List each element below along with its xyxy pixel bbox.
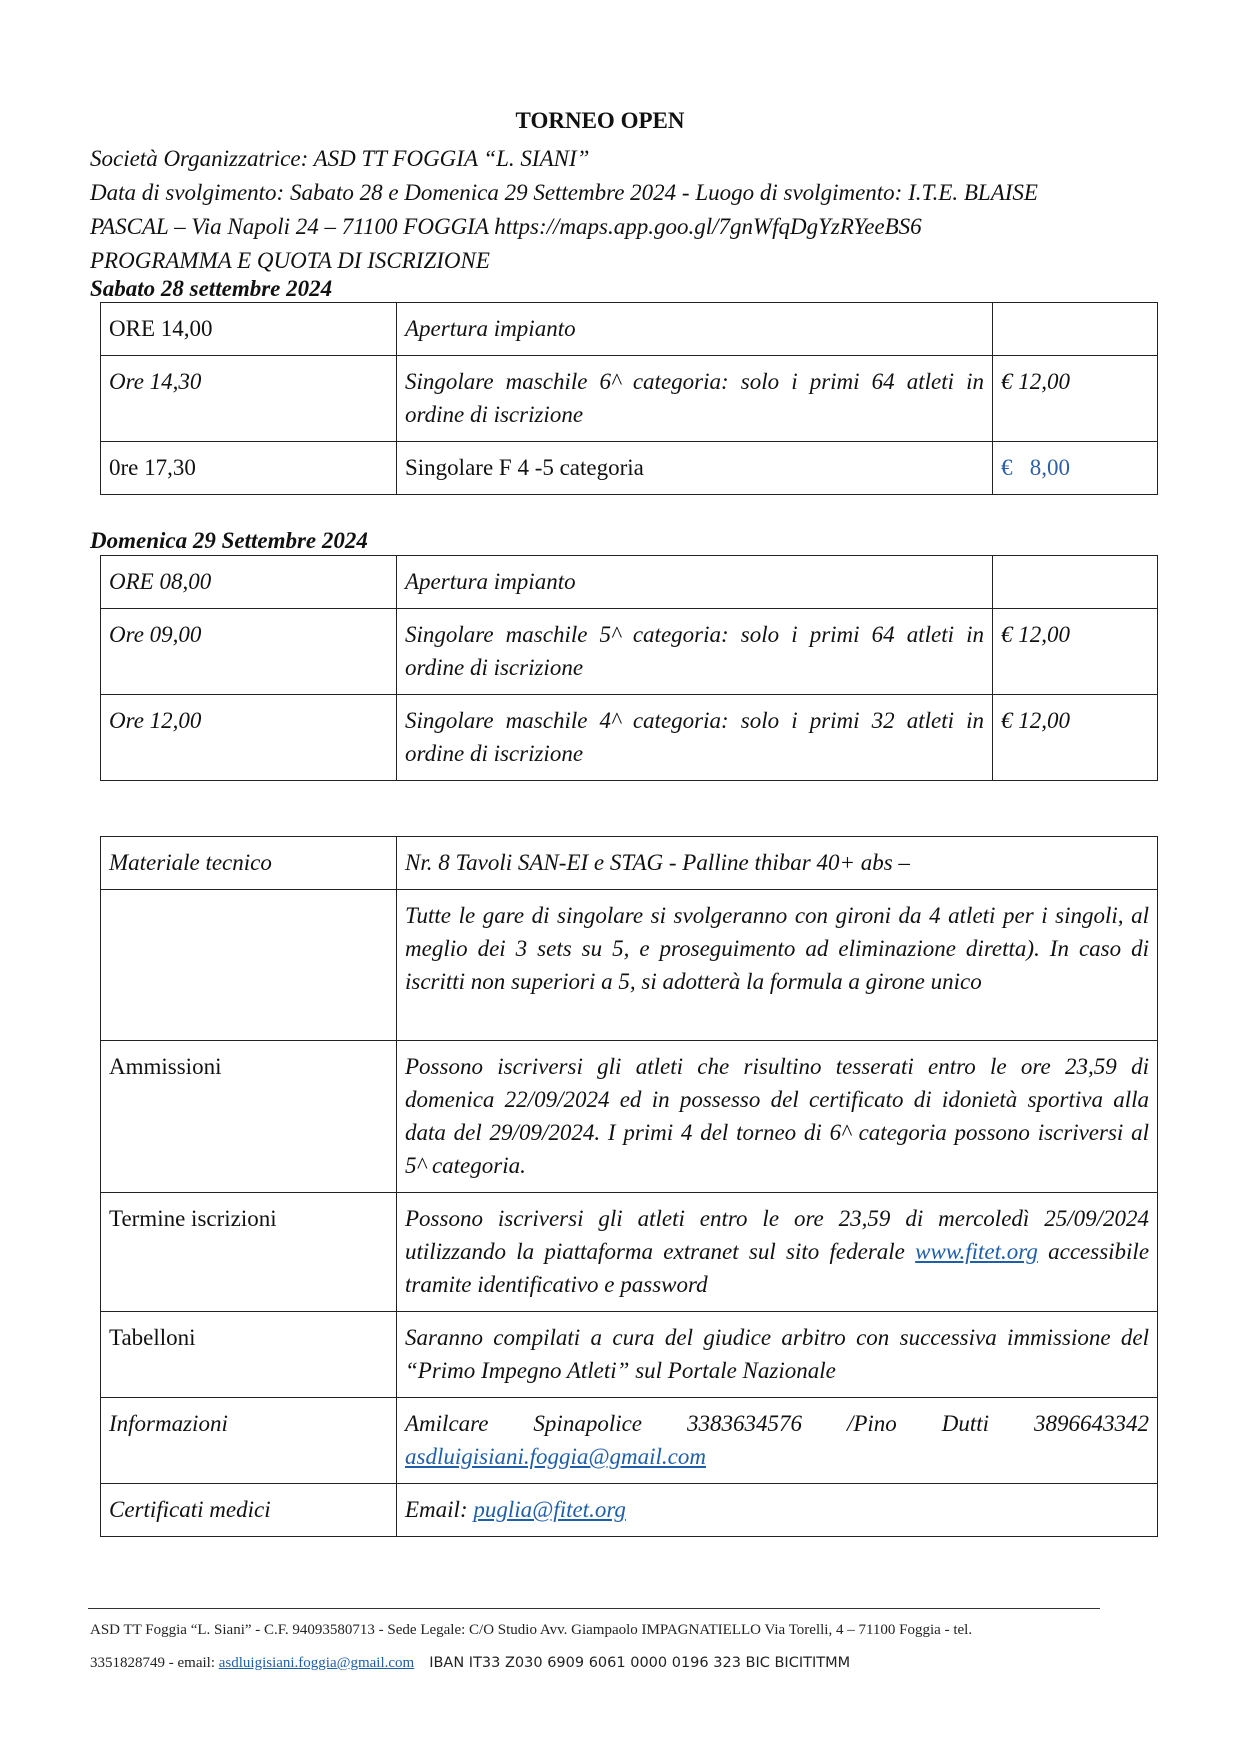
footer-divider [88,1608,1100,1609]
label-cell: Certificati medici [101,1484,397,1537]
fee-cell [993,556,1158,609]
table-row [101,890,1158,1041]
fee-cell [993,303,1158,356]
termine-text-end: accessibile tramite identificativo e password [405,1239,1150,1297]
termine-text: Possono iscriversi gli atleti entro le ore 23,59 di mercoledì 25/09/2024 utilizzando la piattaforma extranet sul sito federale [405,1206,1149,1264]
table-row [101,1041,1158,1193]
event-cell: Apertura impianto [397,556,993,609]
fitet-link[interactable]: www.fitet.org [915,1239,1038,1264]
info-table [100,836,1158,1537]
value-cell [397,1484,1158,1537]
label-cell: Materiale tecnico [101,837,397,890]
label-cell: Tabelloni [101,1312,397,1398]
fee-cell: € 12,00 [993,356,1158,442]
organizer-line: Società Organizzatrice: ASD TT FOGGIA “L. SIANI” [90,146,590,171]
program-heading: PROGRAMMA E QUOTA DI ISCRIZIONE [90,248,490,273]
certificati-email-link[interactable]: puglia@fitet.org [473,1497,626,1522]
table-row [101,695,1158,781]
label-cell: Termine iscrizioni [101,1193,397,1312]
label-cell [101,890,397,1041]
table-row [101,556,1158,609]
time-cell: ORE 08,00 [101,556,397,609]
label-cell: Informazioni [101,1398,397,1484]
event-cell: Singolare maschile 4^ categoria: solo i primi 32 atleti in ordine di iscrizione [397,695,993,781]
table-row [101,609,1158,695]
fee-cell: € 12,00 [993,609,1158,695]
table-row [101,303,1158,356]
table-row [101,1312,1158,1398]
saturday-table [100,302,1158,495]
sunday-table [100,555,1158,781]
sunday-heading: Domenica 29 Settembre 2024 [90,528,368,553]
footer-phone-text: 3351828749 - email: [90,1655,215,1671]
address-line: PASCAL – Via Napoli 24 – 71100 FOGGIA https://maps.app.goo.gl/7gnWfqDgYzRYeeBS6 [90,214,922,239]
table-row [101,442,1158,495]
value-cell: Possono iscriversi gli atleti che risultino tesserati entro le ore 23,59 di domenica 22/09/2024 ed in possesso del certificato di idonietà sportiva alla data del 29/09/2024. I primi 4 del torneo di 6^ categoria possono iscriversi al 5^ categoria. [397,1041,1158,1193]
event-cell: Apertura impianto [397,303,993,356]
time-cell: 0re 17,30 [101,442,397,495]
contacts-text: Amilcare Spinapolice 3383634576 /Pino Dutti 3896643342 [405,1411,1149,1436]
footer-email-link[interactable]: asdluigisiani.foggia@gmail.com [218,1655,415,1671]
value-cell [397,1193,1158,1312]
value-cell: Saranno compilati a cura del giudice arbitro con successiva immissione del “Primo Impegno Atleti” sul Portale Nazionale [397,1312,1158,1398]
table-row [101,1193,1158,1312]
value-cell [397,1398,1158,1484]
table-row [101,1484,1158,1537]
page-title: TORNEO OPEN [515,108,685,133]
event-cell: Singolare maschile 6^ categoria: solo i primi 64 atleti in ordine di iscrizione [397,356,993,442]
contact-email-link[interactable]: asdluigisiani.foggia@gmail.com [405,1444,706,1469]
intro-block [90,142,1170,278]
date-location-line: Data di svolgimento: Sabato 28 e Domenica 29 Settembre 2024 - Luogo di svolgimento: I.T.E. BLAISE [90,180,1038,205]
table-row [101,837,1158,890]
email-prefix: Email: [405,1497,468,1522]
time-cell: Ore 09,00 [101,609,397,695]
value-cell: Tutte le gare di singolare si svolgeranno con gironi da 4 atleti per i singoli, al meglio dei 3 sets su 5, e proseguimento ad eliminazione diretta). In caso di iscritti non superiori a 5, si adotterà la formula a girone unico [397,890,1158,1041]
table-row [101,356,1158,442]
time-cell: Ore 12,00 [101,695,397,781]
event-cell: Singolare F 4 -5 categoria [397,442,993,495]
footer-line-2 [90,1655,1170,1672]
saturday-heading: Sabato 28 settembre 2024 [90,276,333,301]
footer-line-1: ASD TT Foggia “L. Siani” - C.F. 94093580713 - Sede Legale: C/O Studio Avv. Giampaolo IMPAGNATIELLO Via Torelli, 4 – 71100 Foggia - tel. [90,1622,973,1638]
time-cell: Ore 14,30 [101,356,397,442]
value-cell: Nr. 8 Tavoli SAN-EI e STAG - Palline thibar 40+ abs – [397,837,1158,890]
fee-cell: € 8,00 [993,442,1158,495]
fee-cell: € 12,00 [993,695,1158,781]
event-cell: Singolare maschile 5^ categoria: solo i primi 64 atleti in ordine di iscrizione [397,609,993,695]
time-cell: ORE 14,00 [101,303,397,356]
table-row [101,1398,1158,1484]
label-cell: Ammissioni [101,1041,397,1193]
footer-iban: IBAN IT33 Z030 6909 6061 0000 0196 323 BIC BICITITMM [429,1655,851,1671]
